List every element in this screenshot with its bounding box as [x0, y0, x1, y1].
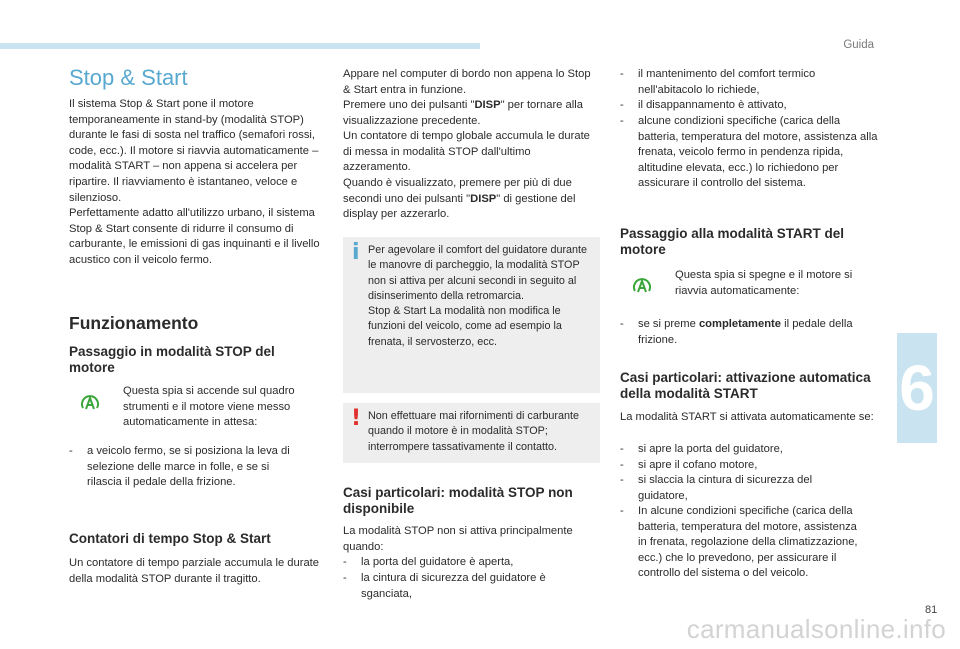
heading-start-mode: Passaggio alla modalità START del motore [620, 226, 845, 257]
bullet-text: alcune condizioni specifiche (carica della batteria, temperatura del motore, assistenza alla frenata, veicolo fermo in pendenza ripida, altitudine elevata, ecc.) lo richiedono per assicurare il controllo del sistema. [638, 115, 878, 190]
heading-stop-mode: Passaggio in modalità STOP del motore [69, 344, 275, 375]
auto-bullet-3 [620, 473, 860, 504]
unavailable-bullet-5 [620, 114, 882, 192]
bullet-dash: - [620, 318, 624, 330]
bullet-dash: - [620, 99, 624, 111]
bullet-text: il disappannamento è attivato, [638, 99, 787, 111]
info-note-paragraph: Per agevolare il comfort del guidatore durante le manovre di parcheggio, la modalità STOP non si attiva per alcuni secondi in seguito al disinserimento della retromarcia. [368, 244, 588, 302]
start-bullet [620, 317, 882, 348]
bullet-dash: - [343, 556, 347, 568]
header-bar [0, 43, 480, 49]
bullet-text: il mantenimento del comfort termico nell'abitacolo lo richiede, [638, 68, 816, 96]
stop-start-indicator-icon [631, 275, 653, 297]
warning-note-text: Non effettuare mai rifornimenti di carburante quando il motore è in modalità STOP; interrompere tassativamente il contatto. [368, 410, 580, 453]
bullet-text: la cintura di sicurezza del guidatore è sganciata, [361, 572, 546, 600]
disp-key: DISP [470, 192, 497, 205]
bullet-dash: - [620, 505, 624, 517]
bullet-dash: - [620, 115, 624, 127]
watermark: carmanualsonline.info [686, 614, 946, 644]
text-fragment: se si preme [638, 318, 699, 330]
auto-bullet-2 [620, 458, 882, 474]
col2-paragraph-1: Appare nel computer di bordo non appena lo Stop & Start entra in funzione. [343, 68, 591, 96]
unavailable-bullet-4 [620, 98, 882, 114]
bullet-text: In alcune condizioni specifiche (carica della batteria, temperatura del motore, assistenza in frenata, regolazione della climatizzazione, ecc.) che lo prevedono, per assicurare il controllo del sistema o del veicolo. [638, 505, 858, 580]
info-note-text [368, 243, 590, 350]
intro-paragraph: Il sistema Stop & Start pone il motore temporaneamente in stand-by (modalità STOP) durante le fasi di sosta nel traffico (semafori rossi, code, ecc.). Il motore si riavvia automaticamente – modalità START – non appena si accelera per ripartire. Il riavviamento è istantaneo, veloce e silenzioso. [69, 98, 319, 204]
text-emphasis: completamente [698, 318, 782, 330]
text-fragment: il pedale della frizione. [638, 318, 853, 346]
intro-paragraph-2: Perfettamente adatto all'utilizzo urbano, il sistema Stop & Start consente di ridurre il consumo di carburante, le emissioni di gas inquinanti e il livello acustico con il veicolo fermo. [69, 207, 320, 266]
bullet-text: la porta del guidatore è aperta, [361, 556, 514, 568]
page-title: Stop & Start [69, 65, 188, 90]
warning-icon: ! [351, 406, 362, 431]
heading-stop-unavailable: Casi particolari: modalità STOP non disponibile [343, 485, 573, 516]
unavailable-bullet-1 [343, 555, 598, 571]
text-fragment: " di gestione del display per azzerarlo. [343, 192, 576, 221]
bullet-dash: - [620, 459, 624, 471]
page-number: 81 [925, 604, 938, 616]
bullet-text: si apre il cofano motore, [638, 459, 758, 471]
col2-paragraph-3: Un contatore di tempo globale accumula le durate di messa in modalità STOP dall'ultimo azzeramento. [343, 130, 590, 174]
bullet-dash: - [343, 572, 347, 584]
text-fragment: Premere uno dei pulsanti " [343, 99, 475, 111]
unavailable-bullet-3 [620, 67, 882, 98]
unavailable-bullet-2 [343, 571, 573, 602]
chapter-tab: 6 [897, 333, 937, 443]
heading-auto-start: Casi particolari: attivazione automatica della modalità START [620, 370, 871, 401]
start-indicator-text: Questa spia si spegne e il motore si riavvia automaticamente: [675, 269, 853, 297]
bullet-dash: - [620, 443, 624, 455]
warning-note-box [343, 403, 600, 463]
auto-bullet-1 [620, 442, 882, 458]
text-fragment: " per tornare alla visualizzazione precedente. [343, 99, 583, 127]
section-label: Guida [843, 39, 874, 51]
section-heading-funzionamento: Funzionamento [69, 313, 199, 333]
info-note-box [343, 237, 600, 393]
info-icon: i [352, 240, 360, 265]
unavailable-intro: La modalità STOP non si attiva principalmente quando: [343, 525, 573, 553]
counters-text: Un contatore di tempo parziale accumula le durate della modalità STOP durante il tragitto. [69, 557, 319, 585]
bullet-text: si slaccia la cintura di sicurezza del guidatore, [638, 474, 813, 502]
disp-key: DISP [474, 99, 501, 111]
bullet-dash: - [620, 68, 624, 80]
auto-bullet-4 [620, 504, 860, 582]
stop-start-indicator-icon [79, 392, 101, 414]
bullet-dash: - [69, 445, 73, 457]
col2-paragraph-4 [343, 176, 598, 223]
heading-counters: Contatori di tempo Stop & Start [69, 531, 271, 546]
text-fragment: Quando è visualizzato, premere per più di due secondi uno dei pulsanti " [343, 177, 572, 205]
stop-indicator-text: Questa spia si accende sul quadro strumenti e il motore viene messo automaticamente in attesa: [123, 385, 295, 429]
bullet-dash: - [620, 474, 624, 486]
bullet-text: a veicolo fermo, se si posiziona la leva di selezione delle marce in folle, e se si rilascia il pedale della frizione. [87, 445, 290, 489]
auto-intro: La modalità START si attivata automaticamente se: [620, 411, 874, 423]
col2-paragraph-2 [343, 98, 598, 129]
bullet-text [638, 317, 882, 348]
info-note-paragraph-2: Stop & Start La modalità non modifica le funzioni del veicolo, come ad esempio la frenata, il servosterzo, ecc. [368, 305, 562, 348]
bullet-text: si apre la porta del guidatore, [638, 443, 783, 455]
stop-bullet [69, 444, 305, 491]
